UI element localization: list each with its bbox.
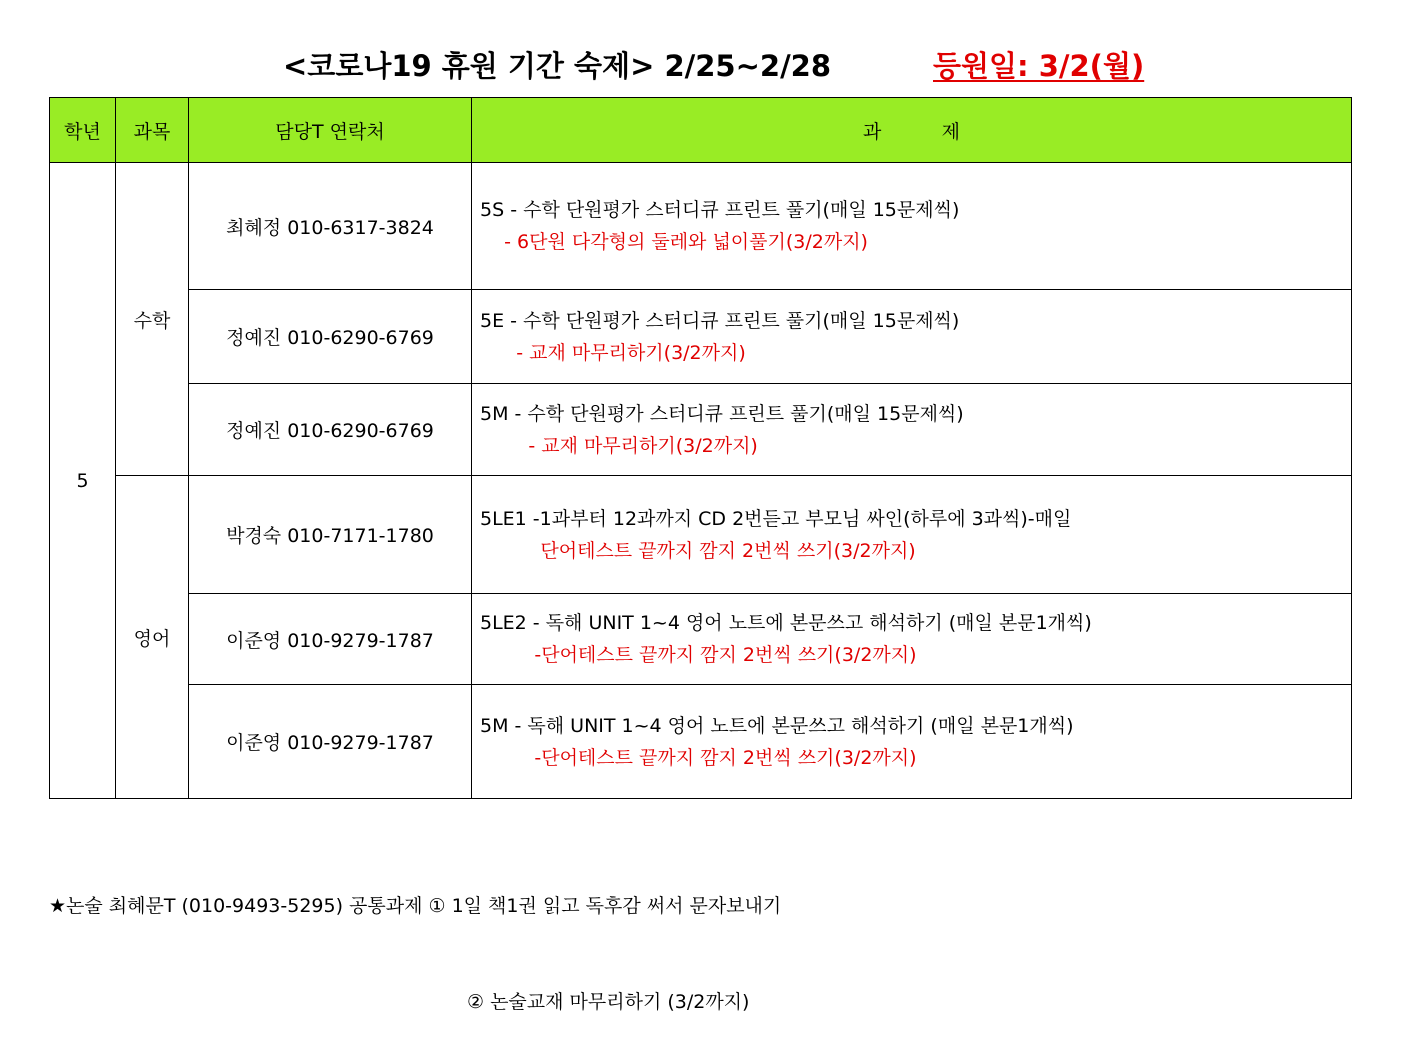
task-subline: 단어테스트 끝까지 깜지 2번씩 쓰기(3/2까지) <box>480 539 916 562</box>
header-subject: 과목 <box>116 98 189 163</box>
task-cell <box>472 163 1352 290</box>
reopen-date: 등원일: 3/2(월) <box>933 49 1145 83</box>
task-line: 5LE1 -1과부터 12과까지 CD 2번듣고 부모님 싸인(하루에 3과씩)-매일 <box>480 507 1072 530</box>
teacher-cell: 이준영 010-9279-1787 <box>189 685 472 799</box>
task-cell <box>472 384 1352 476</box>
teacher-cell: 정예진 010-6290-6769 <box>189 290 472 384</box>
task-line: 5M - 독해 UNIT 1~4 영어 노트에 본문쓰고 해석하기 (매일 본문1개씩) <box>480 714 1074 737</box>
task-line: 5E - 수학 단원평가 스터디큐 프린트 풀기(매일 15문제씩) <box>480 309 960 332</box>
header-row <box>50 98 1352 163</box>
subject-math: 수학 <box>116 163 189 476</box>
header-teacher: 담당T 연락처 <box>189 98 472 163</box>
title-row <box>0 40 1403 90</box>
task-subline: - 6단원 다각형의 둘레와 넓이풀기(3/2까지) <box>480 231 868 253</box>
task-cell <box>472 685 1352 799</box>
task-subline: - 교재 마무리하기(3/2까지) <box>480 341 746 364</box>
teacher-cell: 정예진 010-6290-6769 <box>189 384 472 476</box>
footer-line: ★논술 최혜문T (010-9493-5295) 공통과제 ① 1일 책1권 읽고 독후감 써서 문자보내기 <box>49 895 782 917</box>
table-row <box>50 384 1352 476</box>
table-row <box>50 290 1352 384</box>
task-line: 5LE2 - 독해 UNIT 1~4 영어 노트에 본문쓰고 해석하기 (매일 본문1개씩) <box>480 612 1092 634</box>
header-task: 과 제 <box>472 98 1352 163</box>
teacher-cell: 이준영 010-9279-1787 <box>189 594 472 685</box>
homework-table <box>49 97 1352 799</box>
table-row <box>50 685 1352 799</box>
task-line: 5S - 수학 단원평가 스터디큐 프린트 풀기(매일 15문제씩) <box>480 199 960 221</box>
table-row <box>50 594 1352 685</box>
teacher-cell: 박경숙 010-7171-1780 <box>189 476 472 594</box>
page-title: <코로나19 휴원 기간 숙제> 2/25~2/28 <box>283 49 832 83</box>
task-cell <box>472 290 1352 384</box>
task-subline: - 교재 마무리하기(3/2까지) <box>480 434 758 457</box>
table-row <box>50 163 1352 290</box>
footer-note <box>49 826 781 1050</box>
grade-cell: 5 <box>50 163 116 799</box>
footer-line: ② 논술교재 마무리하기 (3/2까지) <box>467 991 750 1013</box>
subject-english: 영어 <box>116 476 189 799</box>
task-cell <box>472 476 1352 594</box>
header-grade: 학년 <box>50 98 116 163</box>
table-row <box>50 476 1352 594</box>
task-line: 5M - 수학 단원평가 스터디큐 프린트 풀기(매일 15문제씩) <box>480 402 964 425</box>
teacher-cell: 최혜정 010-6317-3824 <box>189 163 472 290</box>
task-cell <box>472 594 1352 685</box>
task-subline: -단어테스트 끝까지 깜지 2번씩 쓰기(3/2까지) <box>480 746 917 769</box>
task-subline: -단어테스트 끝까지 깜지 2번씩 쓰기(3/2까지) <box>480 644 917 666</box>
